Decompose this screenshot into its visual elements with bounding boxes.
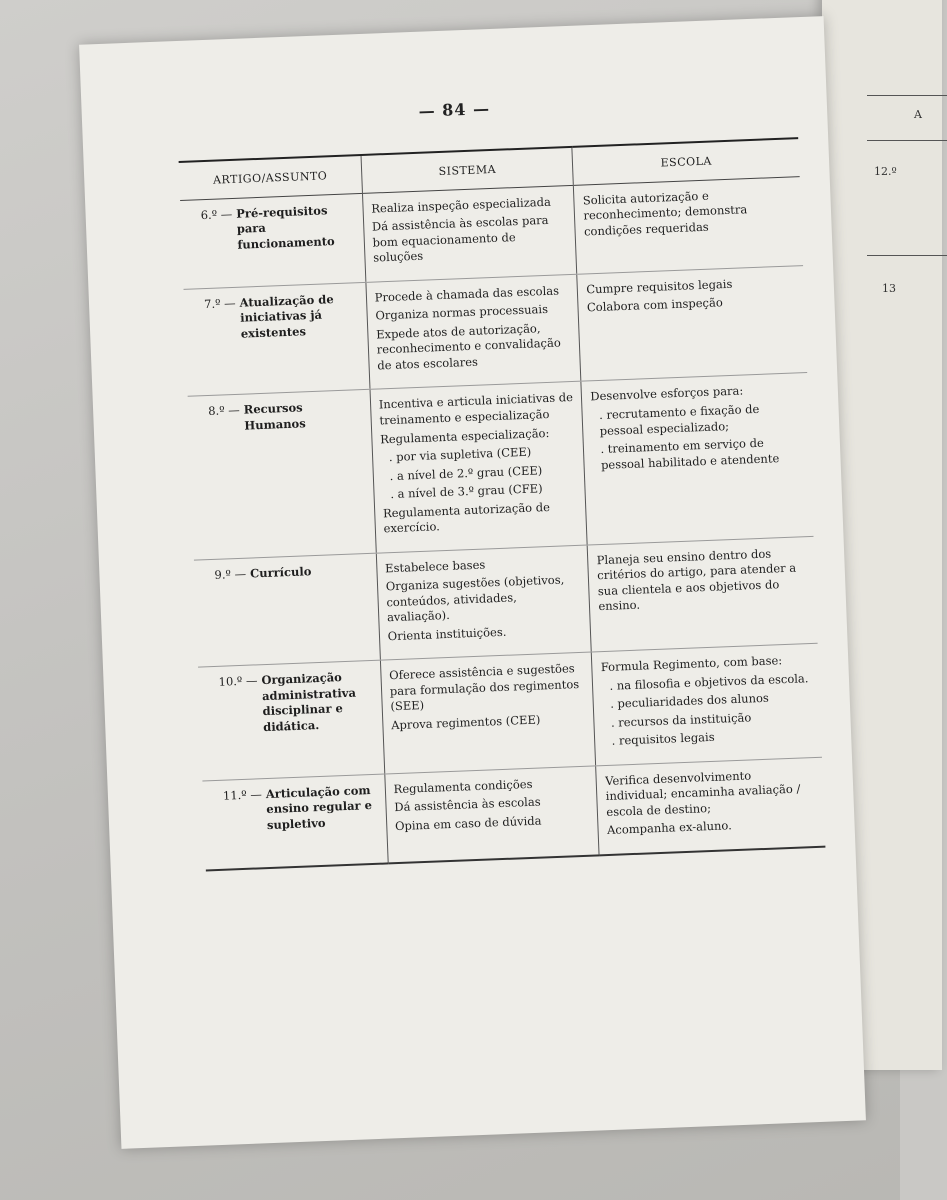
next-page-rule <box>867 255 947 256</box>
article-title: Recursos Humanos <box>243 400 306 433</box>
escola-entry: Colabora com inspeção <box>586 295 724 315</box>
sistema-entry: Oferece assistência e sugestões para formulação dos regimentos (SEE) <box>389 661 580 714</box>
artigo-cell <box>180 193 366 289</box>
sistema-entry: Organiza normas processuais <box>375 302 549 323</box>
sistema-entry: Realiza inspeção especializada <box>371 194 552 216</box>
sistema-cell <box>376 545 592 661</box>
article-title: Currículo <box>249 563 312 581</box>
sistema-cell <box>370 382 588 553</box>
artigo-cell <box>188 390 376 560</box>
next-page-rule <box>867 95 947 96</box>
sistema-entry: Procede à chamada das escolas <box>374 283 560 305</box>
escola-entry: Formula Regimento, com base: <box>600 653 783 675</box>
artigo-cell <box>194 553 380 667</box>
sistema-entry: Regulamenta condições <box>393 776 533 796</box>
header-sistema: SISTEMA <box>361 147 574 193</box>
escola-bullet: . na filosofia e objetivos da escola. <box>609 670 809 693</box>
next-page-rule <box>867 140 947 141</box>
book-page <box>79 16 866 1149</box>
article-title: Organização administrativa disciplinar e didática. <box>261 670 357 734</box>
page-number: — 84 — <box>418 98 491 121</box>
escola-bullet: . requisitos legais <box>611 730 715 749</box>
sistema-entry: Regulamenta autorização de exercício. <box>382 499 551 536</box>
header-artigo: ARTIGO/ASSUNTO <box>179 155 363 200</box>
sistema-entry: Opina em caso de dúvida <box>394 813 542 833</box>
escola-entry: Planeja seu ensino dentro dos critérios do artigo, para atender a sua clientela e aos objetivos do ensino. <box>596 546 797 614</box>
artigo-cell <box>198 660 384 780</box>
escola-cell <box>592 643 822 765</box>
next-page-mark: A <box>914 108 922 121</box>
responsibility-table <box>179 137 826 871</box>
escola-entry: Acompanha ex-aluno. <box>606 818 733 838</box>
sistema-entry: Dá assistência às escolas para bom equacionamento de soluções <box>371 213 549 265</box>
article-title: Articulação com ensino regular e supletivo <box>265 782 373 832</box>
artigo-cell <box>184 282 370 396</box>
header-escola: ESCOLA <box>572 138 799 185</box>
sistema-entry: Estabelece bases <box>384 557 486 575</box>
escola-bullet: . peculiaridades dos alunos <box>609 690 770 712</box>
sistema-cell <box>362 185 577 282</box>
sistema-entry: Orienta instituições. <box>387 624 507 643</box>
sistema-cell <box>366 274 582 390</box>
escola-bullet: . treinamento em serviço de pessoal habilitado e atendente <box>600 435 780 472</box>
sistema-bullet: . por via supletiva (CEE) <box>388 444 532 465</box>
article-number: 6.º — <box>200 206 233 223</box>
escola-bullet: . recursos da instituição <box>610 710 752 730</box>
sistema-entry: Organiza sugestões (objetivos, conteúdos, atividades, avaliação). <box>385 572 565 625</box>
table-row <box>188 373 814 560</box>
article-number: 8.º — <box>207 403 241 419</box>
sistema-cell <box>380 652 596 774</box>
escola-cell <box>588 536 818 652</box>
escola-cell <box>581 373 813 545</box>
article-number: 7.º — <box>203 295 236 311</box>
escola-entry: Solicita autorização e reconhecimento; demonstra condições requeridas <box>582 188 748 239</box>
escola-cell <box>596 757 825 855</box>
escola-bullet: . recrutamento e fixação de pessoal especializado; <box>598 401 760 438</box>
sistema-bullet: . a nível de 2.º grau (CEE) <box>389 462 543 483</box>
artigo-cell <box>202 774 388 870</box>
article-title: Atualização de iniciativas já existentes <box>239 292 334 341</box>
next-page-mark: 13 <box>882 282 896 295</box>
sistema-entry: Dá assistência às escolas <box>394 794 541 815</box>
escola-cell <box>577 265 807 381</box>
escola-cell <box>574 176 803 274</box>
sistema-entry: Aprova regimentos (CEE) <box>390 712 541 732</box>
sistema-entry: Expede atos de autorização, reconhecimento e convalidação de atos escolares <box>375 321 562 373</box>
escola-entry: Cumpre requisitos legais <box>586 276 733 297</box>
article-title: Pré-requisitos para funcionamento <box>235 203 335 252</box>
sistema-bullet: . a nível de 3.º grau (CFE) <box>390 481 543 502</box>
escola-entry: Desenvolve esforços para: <box>590 383 744 404</box>
next-page-mark: 12.º <box>874 165 897 178</box>
article-number: 9.º — <box>214 566 247 582</box>
article-number: 11.º — <box>222 787 263 803</box>
escola-entry: Verifica desenvolvimento individual; encaminha avaliação / escola de destino; <box>604 768 801 819</box>
sistema-entry: Incentiva e articula iniciativas de treinamento e especialização <box>378 390 574 428</box>
sistema-cell <box>385 766 600 864</box>
sistema-entry: Regulamenta especialização: <box>379 425 550 446</box>
article-number: 10.º — <box>218 673 258 690</box>
